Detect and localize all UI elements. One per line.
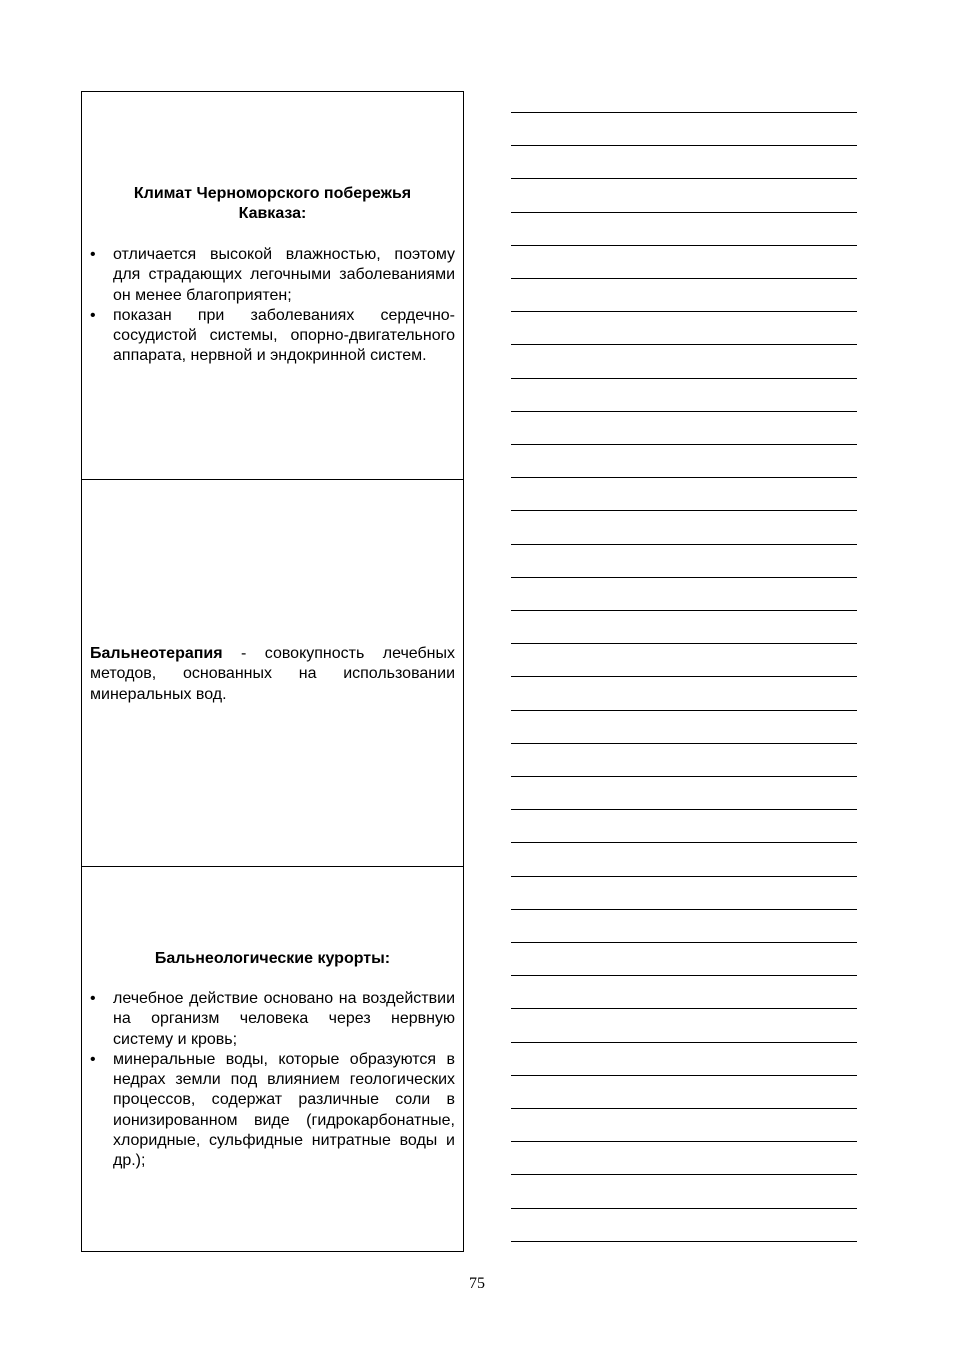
note-line (511, 1108, 857, 1109)
note-line (511, 676, 857, 677)
bullet-icon: • (90, 246, 96, 263)
note-line (511, 311, 857, 312)
note-line (511, 477, 857, 478)
list-item-text: показан при заболеваниях сердечно-сосудистой системы, опорно-двигательного аппарата, нервной и эндокринной систем. (113, 306, 455, 365)
list-item-text: минеральные воды, которые образуются в недрах земли под влиянием геологических процессов, содержат различные соли в ионизированном виде (гидрокарбонатные, хлоридные, сульфидные нитратные воды и др.); (113, 1050, 455, 1170)
notes-lines-area (511, 0, 857, 1350)
list-item (90, 989, 455, 1050)
note-line (511, 975, 857, 976)
list-item (90, 306, 455, 367)
slide-black-sea-climate (82, 92, 463, 479)
slide-title: Бальнеологические курорты: (154, 950, 391, 967)
note-line (511, 776, 857, 777)
list-item (90, 1050, 455, 1172)
list-item (90, 245, 455, 306)
note-line (511, 842, 857, 843)
slide-title: Климат Черноморского побережья Кавказа: (133, 185, 412, 222)
note-line (511, 178, 857, 179)
note-line (511, 710, 857, 711)
slide-balneological-resorts (82, 866, 463, 1252)
note-line (511, 876, 857, 877)
note-line (511, 378, 857, 379)
bullet-icon: • (90, 990, 96, 1007)
bullet-list (90, 245, 455, 367)
definition-paragraph (90, 644, 455, 705)
definition-term: Бальнеотерапия (90, 645, 223, 662)
note-line (511, 1241, 857, 1242)
bullet-list (90, 989, 455, 1172)
note-line (511, 809, 857, 810)
note-line (511, 1208, 857, 1209)
note-line (511, 1141, 857, 1142)
note-line (511, 909, 857, 910)
note-line (511, 577, 857, 578)
note-line (511, 411, 857, 412)
note-line (511, 510, 857, 511)
page-number: 75 (469, 1275, 485, 1292)
note-line (511, 444, 857, 445)
note-line (511, 344, 857, 345)
note-line (511, 1008, 857, 1009)
note-line (511, 1042, 857, 1043)
note-line (511, 212, 857, 213)
note-line (511, 942, 857, 943)
note-line (511, 610, 857, 611)
slides-column (81, 91, 464, 1252)
bullet-icon: • (90, 1050, 96, 1068)
list-item-text: лечебное действие основано на воздействии на организм человека через нервную систему и кровь; (113, 990, 455, 1048)
list-item-text: отличается высокой влажностью, поэтому для страдающих легочными заболеваниями он менее благоприятен; (113, 246, 455, 304)
note-line (511, 544, 857, 545)
note-line (511, 643, 857, 644)
note-line (511, 743, 857, 744)
note-line (511, 278, 857, 279)
slide-balneotherapy (82, 479, 463, 866)
bullet-icon: • (90, 306, 96, 324)
note-line (511, 245, 857, 246)
note-line (511, 1174, 857, 1175)
note-line (511, 112, 857, 113)
note-line (511, 1075, 857, 1076)
note-line (511, 145, 857, 146)
definition-text: - совокупность лечебных методов, основанных на использовании минеральных вод. (90, 645, 455, 703)
